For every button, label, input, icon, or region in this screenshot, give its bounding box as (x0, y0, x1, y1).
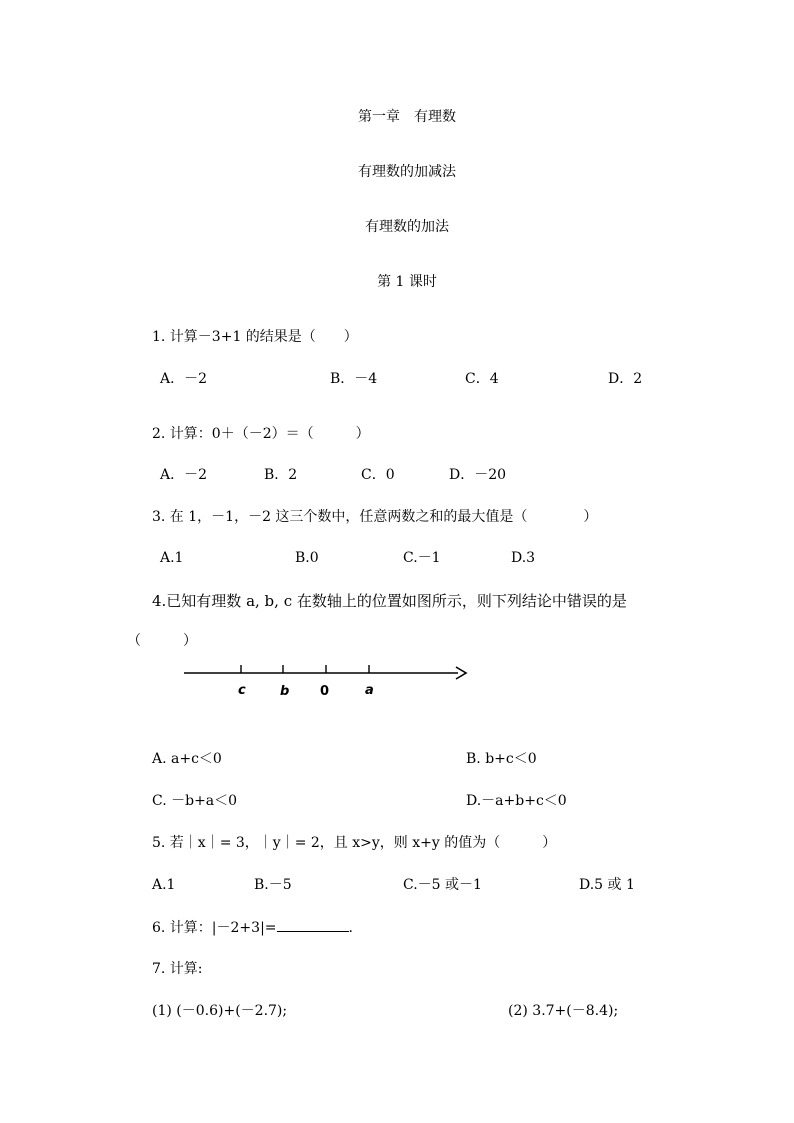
question-2-option-c: C．0 (361, 467, 395, 483)
subsection-title: 有理数的加法 (365, 219, 449, 235)
question-7-part-2: (2) 3.7+(－8.4); (508, 1003, 619, 1019)
question-1-option-c: C．4 (465, 371, 499, 387)
question-4-option-d: D.－a+b+c＜0 (466, 793, 567, 809)
question-2-option-b: B．2 (264, 467, 298, 483)
question-1-option-d: D．2 (608, 371, 643, 387)
number-line-diagram (180, 660, 480, 710)
question-5-option-d: D.5 或 1 (579, 877, 635, 893)
question-1-option-b: B．－4 (330, 371, 378, 387)
label-c: c (238, 683, 246, 698)
question-4-option-a: A. a+c＜0 (152, 751, 222, 767)
question-6-suffix: . (348, 920, 353, 936)
question-3-option-b: B.0 (295, 550, 319, 566)
question-5-option-a: A.1 (152, 877, 176, 893)
question-4-option-b: B. b+c＜0 (466, 751, 537, 767)
question-7-stem: 7. 计算: (152, 961, 203, 977)
question-3-stem: 3. 在 1，－1，－2 这三个数中，任意两数之和的最大值是（ ） (152, 509, 598, 525)
question-4-stem: 4.已知有理数 a, b, c 在数轴上的位置如图所示，则下列结论中错误的是 (152, 592, 627, 610)
question-3-option-a: A.1 (160, 550, 184, 566)
chapter-title: 第一章 有理数 (358, 109, 456, 125)
question-5-option-b: B.－5 (254, 877, 292, 893)
lesson-title: 第 1 课时 (377, 274, 437, 290)
question-2-option-d: D．－20 (449, 467, 507, 483)
label-b: b (280, 684, 290, 699)
label-zero: 0 (320, 684, 330, 699)
question-1-option-a: A．－2 (160, 371, 208, 387)
question-6-answer-blank[interactable] (277, 917, 349, 932)
question-3-option-d: D.3 (511, 550, 536, 566)
question-6-prefix: 6. 计算：|－2+3|= (152, 920, 277, 936)
question-5-option-c: C.－5 或－1 (403, 877, 482, 893)
question-2-option-a: A．－2 (160, 467, 208, 483)
question-6 (152, 917, 353, 937)
question-2-stem: 2. 计算：0＋（－2）＝（ ） (152, 426, 370, 442)
question-5-stem: 5. 若｜x｜= 3，｜y｜= 2，且 x>y，则 x+y 的值为（ ） (152, 835, 557, 851)
question-3-option-c: C.－1 (403, 550, 441, 566)
section-title: 有理数的加减法 (358, 164, 456, 180)
question-4-answer-paren: （ ） (127, 633, 197, 649)
label-a: a (365, 683, 374, 698)
question-4-option-c: C. －b+a＜0 (152, 793, 238, 809)
question-1-stem: 1. 计算－3+1 的结果是（ ） (152, 329, 358, 345)
question-7-part-1: (1) (－0.6)+(－2.7); (152, 1003, 288, 1019)
